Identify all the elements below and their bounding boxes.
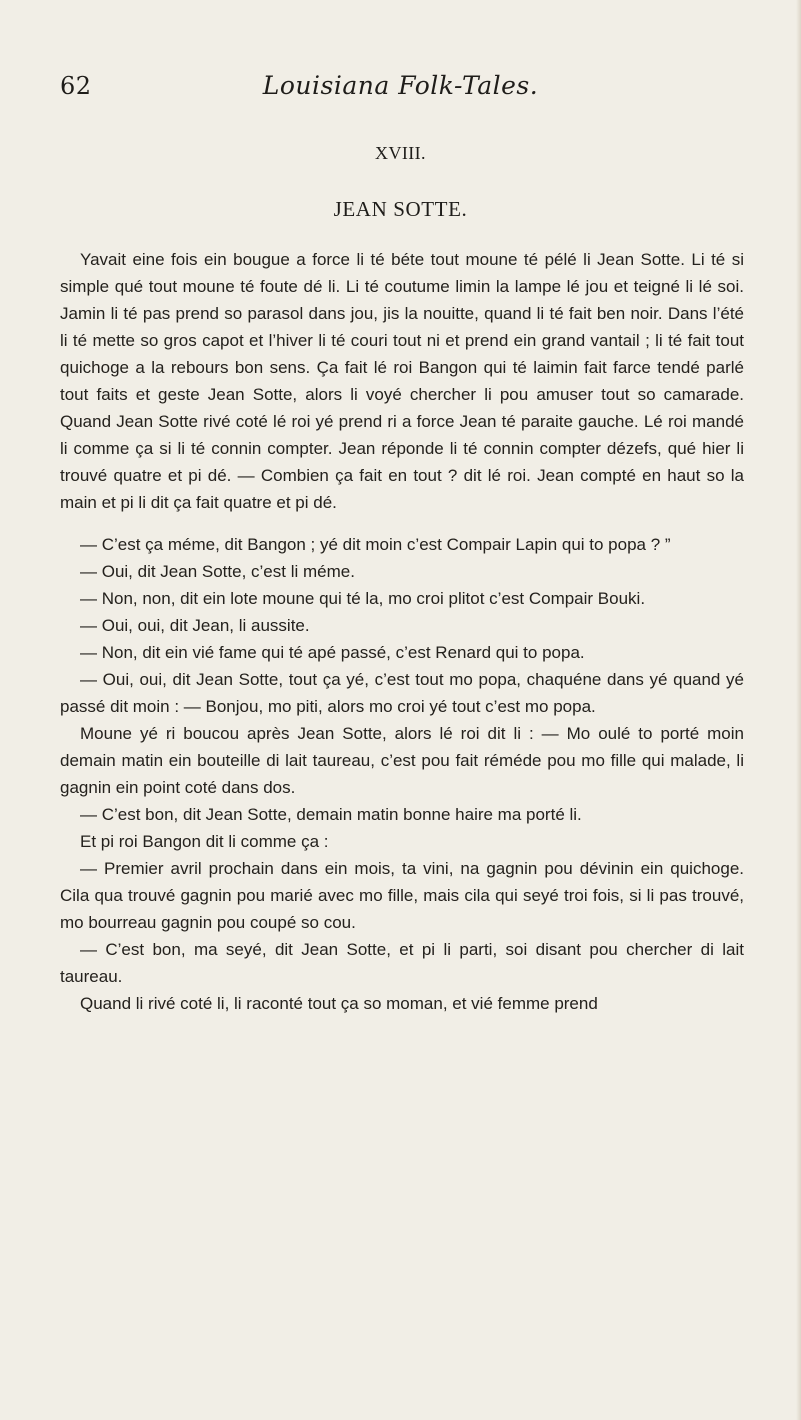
running-head bbox=[60, 66, 741, 106]
paragraph: Moune yé ri boucou après Jean Sotte, alors lé roi dit li : — Mo oulé to porté moin demain matin ein bouteille di lait taureau, c’est pou fait réméde pou mo fille qui malade, li gagnin ein point coté dans dos. bbox=[60, 724, 744, 797]
paragraph: — Premier avril prochain dans ein mois, ta vini, na gagnin pou dévinin ein quichoge. Cila qua trouvé gagnin pou marié avec mo fille, mais cila qui seyé troi fois, si li pas trouvé, mo bourreau gagnin pou coupé so cou. bbox=[60, 859, 744, 932]
paragraph: — C’est bon, dit Jean Sotte, demain matin bonne haire ma porté li. bbox=[80, 805, 582, 824]
chapter-number: XVIII. bbox=[375, 143, 426, 163]
paragraph: Yavait eine fois ein bougue a force li té béte tout moune té pélé li Jean Sotte. Li té si simple qué tout moune té foute dé li. Li té coutume limin la lampe lé jou et teigné li lé soi. Jamin li té pas prend so parasol dans jou, jis la nouitte, quand li té fait ben noir. Dans l’été li té mette so gros capot et l’hiver li té couri tout ni et prend ein grand vantail ; li té fait tout quichoge a la rebours bon sens. Ça fait lé roi Bangon qui té laimin fait farce tendé parlé tout faits et geste Jean Sotte, alors li voyé chercher li pou amuser tout so camarade. Quand Jean Sotte rivé coté lé roi yé prend ri a force Jean té paraite gauche. Lé roi mandé li comme ça si li té connin compter. Jean réponde li té connin compter dézefs, qué hier li trouvé quatre et pi dé. — Combien ça fait en tout ? dit lé roi. Jean compté en haut so la main et pi li dit ça fait quatre et pi dé. bbox=[60, 250, 744, 512]
paragraph: — Oui, dit Jean Sotte, c’est li méme. bbox=[80, 562, 355, 581]
paragraph: Et pi roi Bangon dit li comme ça : bbox=[80, 832, 329, 851]
paragraph: — C’est ça méme, dit Bangon ; yé dit moin c’est Compair Lapin qui to popa ? ” bbox=[80, 535, 671, 554]
story-text bbox=[60, 246, 744, 1017]
paragraph: — Non, dit ein vié fame qui té apé passé, c’est Renard qui to popa. bbox=[80, 643, 585, 662]
paragraph: — C’est bon, ma seyé, dit Jean Sotte, et pi li parti, soi disant pou chercher di lait taureau. bbox=[60, 940, 744, 986]
book-title: Louisiana Folk-Tales. bbox=[262, 71, 539, 100]
paragraph: Quand li rivé coté li, li raconté tout ça so moman, et vié femme prend bbox=[80, 994, 598, 1013]
page-number: 62 bbox=[60, 72, 92, 100]
paragraph: — Oui, oui, dit Jean Sotte, tout ça yé, c’est tout mo popa, chaquéne dans yé quand yé passé dit moin : — Bonjou, mo piti, alors mo croi yé tout c’est mo popa. bbox=[60, 670, 744, 716]
paragraph: — Oui, oui, dit Jean, li aussite. bbox=[80, 616, 310, 635]
paragraph: — Non, non, dit ein lote moune qui té la, mo croi plitot c’est Compair Bouki. bbox=[80, 589, 646, 608]
chapter-title: JEAN SOTTE. bbox=[333, 197, 468, 221]
